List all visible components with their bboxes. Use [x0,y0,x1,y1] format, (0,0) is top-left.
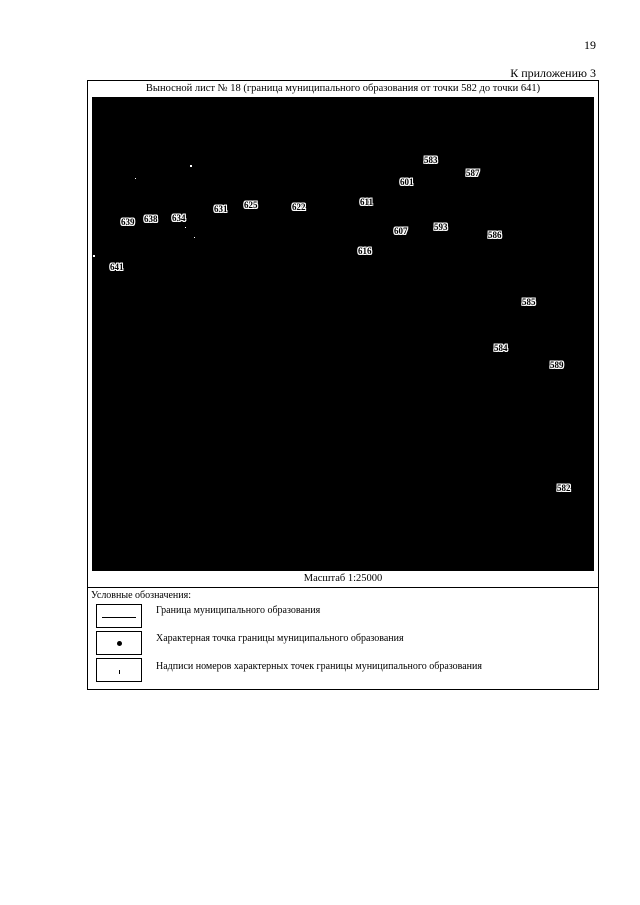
legend-divider [88,587,598,588]
point-label: 586 [488,230,502,240]
point-label: 611 [360,197,374,207]
point-label: 638 [144,214,158,224]
point-dot-icon [117,641,122,646]
point-label: 601 [400,177,414,187]
legend-label: Граница муниципального образования [156,605,321,616]
point-label: 583 [424,155,438,165]
point-label: 622 [292,202,306,212]
point-label: 584 [494,343,508,353]
point-label: 607 [394,226,408,236]
point-label: 582 [557,483,571,493]
boundary-point-dot [194,237,195,238]
page-number: 19 [584,38,596,52]
legend-symbol-box [96,631,142,655]
legend-symbol-box [96,604,142,628]
point-label: 639 [121,217,135,227]
point-label: 641 [110,262,124,272]
legend-item-label [96,658,594,684]
point-label: 585 [522,297,536,307]
appendix-label: К приложению 3 [510,66,596,80]
map-area [92,97,594,571]
boundary-point-dot [190,165,192,167]
map-scale: Масштаб 1:25000 [303,573,383,584]
legend-label: Надписи номеров характерных точек границы муниципального образования [156,661,482,672]
point-label: 593 [434,222,448,232]
point-label: 587 [466,168,480,178]
legend-item-point [96,631,594,657]
boundary-line-icon [102,617,136,618]
point-label: 634 [172,213,186,223]
point-label: 631 [214,204,228,214]
point-label: 616 [358,246,372,256]
point-label: 625 [244,200,258,210]
legend-symbol-box [96,658,142,682]
boundary-point-dot [93,255,95,257]
legend-item-boundary [96,604,594,630]
legend-title: Условные обозначения: [91,590,192,601]
sheet-frame [87,80,599,690]
sheet-title: Выносной лист № 18 (граница муниципального образования от точки 582 до точки 641) [145,83,541,94]
boundary-point-dot [135,178,136,179]
boundary-point-dot [185,227,186,228]
legend-label: Характерная точка границы муниципального образования [156,633,404,644]
point-label: 589 [550,360,564,370]
label-tick-icon [119,670,120,674]
